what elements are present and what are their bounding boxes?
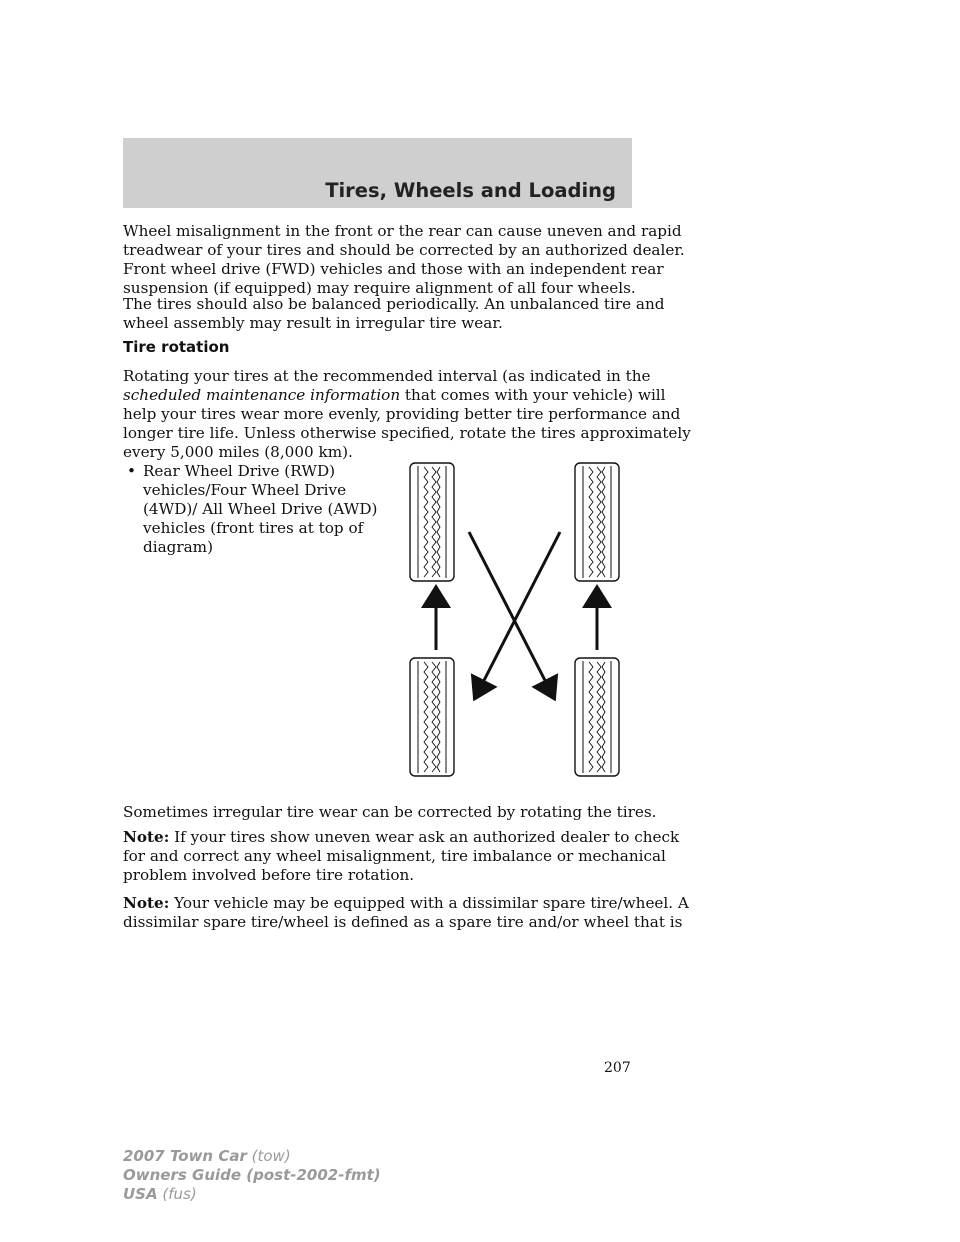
text-line [123, 828, 680, 847]
text-line: treadwear of your tires and should be corrected by an authorized dealer. [123, 241, 685, 259]
tire-icon [575, 658, 619, 776]
italic-text: scheduled maintenance information [123, 386, 401, 404]
footer-market: USA [123, 1185, 158, 1203]
rotation-diagram-svg [400, 458, 640, 778]
text-line: help your tires wear more evenly, providing better tire performance and [123, 405, 681, 423]
footer-model: 2007 Town Car [123, 1147, 247, 1165]
text-line: dissimilar spare tire/wheel is defined as a spare tire and/or wheel that is [123, 913, 683, 931]
footer-line: Owners Guide (post-2002-fmt) [123, 1166, 381, 1184]
footer-line [123, 1185, 381, 1204]
text-line: longer tire life. Unless otherwise specified, rotate the tires approximately [123, 424, 691, 442]
paragraph-irregular-wear [123, 803, 657, 822]
section-heading: Tire rotation [123, 338, 230, 356]
footer-code: (fus) [157, 1185, 197, 1203]
footer-line [123, 1147, 381, 1166]
text-line: (4WD)/ All Wheel Drive (AWD) [143, 500, 378, 518]
page-title: Tires, Wheels and Loading [325, 179, 616, 202]
page-number: 207 [604, 1060, 631, 1076]
bullet-item [123, 462, 383, 557]
tire-icon [410, 658, 454, 776]
text-line [123, 386, 666, 405]
text-line: vehicles (front tires at top of [143, 519, 364, 537]
text-line: Rear Wheel Drive (RWD) [143, 462, 336, 480]
tire-icon [410, 463, 454, 581]
note-label: Note: [123, 894, 170, 912]
text-span: Your vehicle may be equipped with a dissimilar spare tire/wheel. A [169, 894, 689, 912]
arrow-icon [469, 532, 553, 696]
text-line: vehicles/Four Wheel Drive [143, 481, 347, 499]
paragraph-balancing [123, 295, 665, 333]
text-line: for and correct any wheel misalignment, tire imbalance or mechanical [123, 847, 666, 865]
text-line: Front wheel drive (FWD) vehicles and those with an independent rear [123, 260, 664, 278]
footer-code: (tow) [246, 1147, 291, 1165]
arrow-icon [476, 532, 560, 696]
text-line: wheel assembly may result in irregular tire wear. [123, 314, 503, 332]
header-band [123, 138, 632, 208]
paragraph-misalignment [123, 222, 685, 298]
text-line: problem involved before tire rotation. [123, 866, 415, 884]
text-line [123, 894, 689, 913]
note-label: Note: [123, 828, 170, 846]
text-span: If your tires show uneven wear ask an authorized dealer to check [169, 828, 680, 846]
tire-icon [575, 463, 619, 581]
tire-rotation-diagram [400, 458, 640, 778]
footer [123, 1147, 381, 1204]
paragraph-rotation [123, 367, 691, 462]
note-misalignment [123, 828, 680, 885]
text-line: Rotating your tires at the recommended interval (as indicated in the [123, 367, 651, 385]
text-line: suspension (if equipped) may require alignment of all four wheels. [123, 279, 636, 297]
text-line: Sometimes irregular tire wear can be corrected by rotating the tires. [123, 803, 657, 821]
text-span: that comes with your vehicle) will [400, 386, 666, 404]
bullet-mark: • [127, 462, 136, 480]
note-spare-tire [123, 894, 689, 932]
text-line: diagram) [143, 538, 213, 556]
text-line: Wheel misalignment in the front or the rear can cause uneven and rapid [123, 222, 682, 240]
text-line: The tires should also be balanced periodically. An unbalanced tire and [123, 295, 665, 313]
text-line: every 5,000 miles (8,000 km). [123, 443, 353, 461]
